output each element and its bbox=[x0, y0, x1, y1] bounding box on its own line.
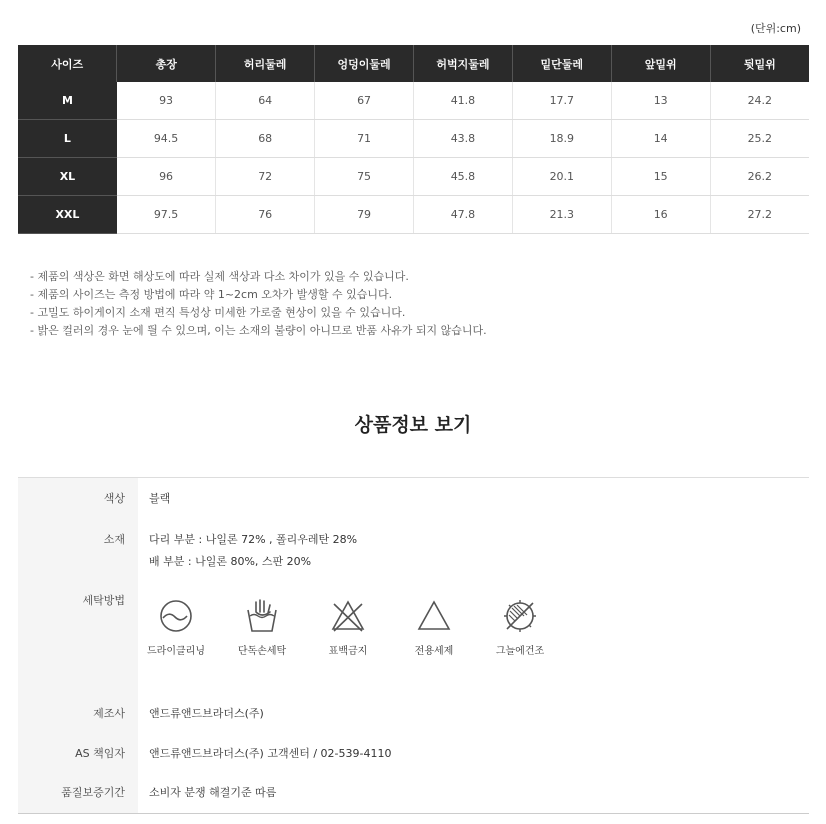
wash-label: 세탁방법 bbox=[82, 594, 125, 607]
table-cell: 72 bbox=[216, 158, 315, 196]
wash-item bbox=[136, 598, 216, 657]
header-size: 사이즈 bbox=[18, 45, 117, 82]
note-line: - 제품의 사이즈는 측정 방법에 따라 약 1~2cm 오차가 발생할 수 있습니다. bbox=[30, 288, 393, 301]
table-cell: 24.2 bbox=[710, 82, 809, 120]
wash-icons bbox=[149, 598, 549, 668]
header-total-length: 총장 bbox=[117, 45, 216, 82]
table-cell: 94.5 bbox=[117, 120, 216, 158]
warranty-value: 소비자 분쟁 해결기준 따름 bbox=[149, 786, 277, 799]
table-cell: 79 bbox=[315, 196, 414, 234]
table-cell: 16 bbox=[611, 196, 710, 234]
dry-clean-icon bbox=[158, 598, 194, 634]
color-label: 색상 bbox=[103, 492, 125, 505]
size-table-header-row bbox=[18, 45, 809, 82]
header-waist: 허리둘레 bbox=[216, 45, 315, 82]
wash-item bbox=[222, 598, 302, 657]
table-cell: 21.3 bbox=[512, 196, 611, 234]
note-line: - 제품의 색상은 화면 해상도에 따라 실제 색상과 다소 차이가 있을 수 있습니다. bbox=[30, 270, 409, 283]
row-size: XXL bbox=[18, 196, 117, 234]
table-cell: 43.8 bbox=[414, 120, 513, 158]
table-cell: 41.8 bbox=[414, 82, 513, 120]
size-table bbox=[18, 45, 809, 234]
table-cell: 26.2 bbox=[710, 158, 809, 196]
row-size: M bbox=[18, 82, 117, 120]
wash-item-label: 단독손세탁 bbox=[237, 646, 287, 657]
warranty-label: 품질보증기간 bbox=[61, 786, 125, 799]
product-info-table bbox=[18, 477, 809, 814]
table-cell: 68 bbox=[216, 120, 315, 158]
wash-item-label: 표백금지 bbox=[328, 646, 368, 657]
table-cell: 18.9 bbox=[512, 120, 611, 158]
detergent-icon bbox=[416, 598, 452, 634]
table-cell: 93 bbox=[117, 82, 216, 120]
section-title: 상품정보 보기 bbox=[354, 414, 472, 436]
hand-wash-icon bbox=[244, 598, 280, 634]
table-cell: 76 bbox=[216, 196, 315, 234]
table-row bbox=[18, 82, 809, 120]
table-row bbox=[18, 158, 809, 196]
material-label: 소재 bbox=[103, 533, 125, 546]
table-cell: 97.5 bbox=[117, 196, 216, 234]
table-cell: 47.8 bbox=[414, 196, 513, 234]
wash-item bbox=[394, 598, 474, 657]
as-label: AS 책임자 bbox=[75, 747, 125, 760]
table-cell: 96 bbox=[117, 158, 216, 196]
table-cell: 14 bbox=[611, 120, 710, 158]
table-cell: 75 bbox=[315, 158, 414, 196]
material-line-1: 다리 부분 : 나일론 72% , 폴리우레탄 28% bbox=[149, 533, 358, 546]
table-cell: 25.2 bbox=[710, 120, 809, 158]
label-column bbox=[18, 478, 138, 813]
table-cell: 64 bbox=[216, 82, 315, 120]
color-value: 블랙 bbox=[149, 492, 171, 505]
row-size: XL bbox=[18, 158, 117, 196]
shade-dry-icon bbox=[502, 598, 538, 634]
unit-label: (단위:cm) bbox=[750, 22, 801, 35]
table-cell: 15 bbox=[611, 158, 710, 196]
table-cell: 20.1 bbox=[512, 158, 611, 196]
wash-item-label: 그늘에건조 bbox=[495, 646, 545, 657]
header-hip: 엉덩이둘레 bbox=[315, 45, 414, 82]
header-front-rise: 앞밑위 bbox=[611, 45, 710, 82]
wash-item bbox=[480, 598, 560, 657]
note-line: - 고밀도 하이게이지 소재 편직 특성상 미세한 가로줄 현상이 있을 수 있습니다. bbox=[30, 306, 406, 319]
wash-item-label: 드라이클리닝 bbox=[147, 646, 205, 657]
table-cell: 71 bbox=[315, 120, 414, 158]
material-line-2: 배 부분 : 나일론 80%, 스판 20% bbox=[149, 555, 312, 568]
header-thigh: 허벅지둘레 bbox=[414, 45, 513, 82]
table-row bbox=[18, 196, 809, 234]
table-cell: 17.7 bbox=[512, 82, 611, 120]
maker-label: 제조사 bbox=[93, 707, 125, 720]
no-bleach-icon bbox=[330, 598, 366, 634]
header-back-rise: 뒷밑위 bbox=[710, 45, 809, 82]
table-row bbox=[18, 120, 809, 158]
row-size: L bbox=[18, 120, 117, 158]
table-cell: 67 bbox=[315, 82, 414, 120]
wash-item-label: 전용세제 bbox=[414, 646, 454, 657]
notes bbox=[30, 268, 487, 340]
maker-value: 앤드류앤드브라더스(주) bbox=[149, 707, 264, 720]
as-value: 앤드류앤드브라더스(주) 고객센터 / 02-539-4110 bbox=[149, 747, 392, 760]
table-cell: 45.8 bbox=[414, 158, 513, 196]
header-hem: 밑단둘레 bbox=[512, 45, 611, 82]
note-line: - 밝은 컬러의 경우 눈에 띌 수 있으며, 이는 소재의 불량이 아니므로 반품 사유가 되지 않습니다. bbox=[30, 324, 487, 337]
wash-item bbox=[308, 598, 388, 657]
table-cell: 13 bbox=[611, 82, 710, 120]
table-cell: 27.2 bbox=[710, 196, 809, 234]
